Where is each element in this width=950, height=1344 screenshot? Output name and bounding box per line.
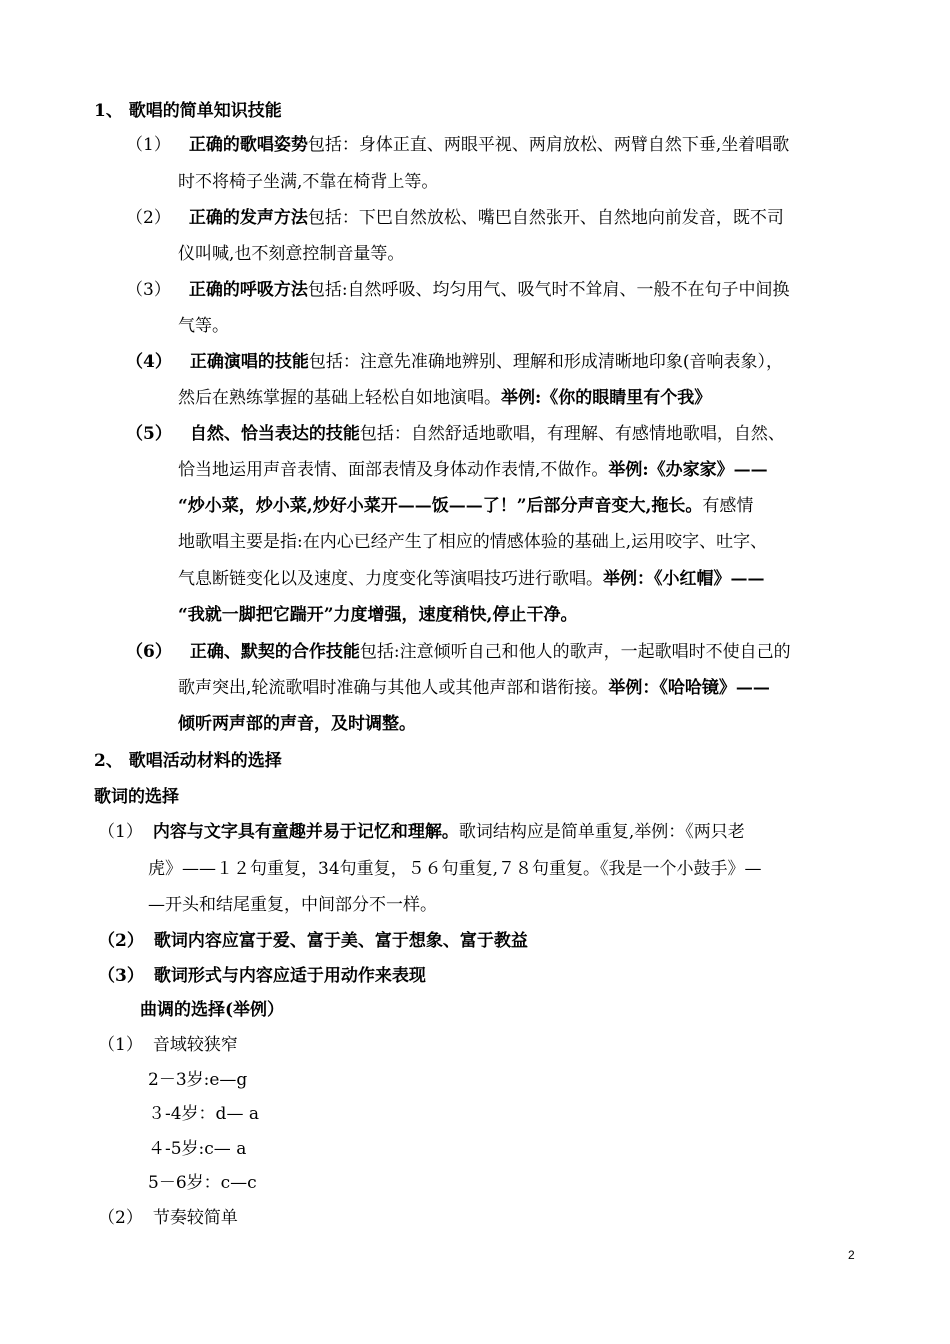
item-2-line-2: 仪叫喊,也不刻意控制音量等。 bbox=[178, 244, 405, 264]
item-number: （2） bbox=[126, 208, 171, 228]
lyrics-item-3 bbox=[98, 965, 426, 987]
item-3-line-2: 气等。 bbox=[178, 316, 229, 336]
item-number: （1） bbox=[98, 1035, 143, 1055]
item-title: 内容与文字具有童趣并易于记忆和理解。 bbox=[152, 822, 459, 842]
section-2-heading: 2、 歌唱活动材料的选择 bbox=[94, 751, 282, 771]
item-text: 节奏较简单 bbox=[152, 1208, 238, 1228]
item-4-line-2 bbox=[178, 387, 711, 409]
item-text: 包括：注意先准确地辨别、理解和形成清晰地印象(音响表象）， bbox=[308, 352, 783, 372]
example: 举例：《小红帽》—— bbox=[603, 569, 765, 589]
range-5-6: 5－6岁：c—c bbox=[148, 1173, 257, 1193]
example: 举例：《哈哈镜》—— bbox=[608, 678, 770, 698]
lyrics-item-1-line-2: 虎》——１２句重复，34句重复，５６句重复,７８句重复。《我是一个小鼓手》— bbox=[148, 859, 762, 879]
lyrics-item-2 bbox=[98, 930, 528, 952]
item-text: 有感情 bbox=[702, 496, 754, 516]
melody-item-2 bbox=[98, 1207, 238, 1229]
lyrics-item-1-line-1 bbox=[98, 821, 745, 843]
item-6-line-2 bbox=[178, 677, 770, 699]
item-number: （4） bbox=[126, 352, 172, 372]
section-1-heading: 1、 歌唱的简单知识技能 bbox=[94, 101, 282, 121]
lyrics-subheading: 歌词的选择 bbox=[94, 787, 179, 807]
item-text: 歌词内容应富于爱、富于美、富于想象、富于教益 bbox=[153, 931, 528, 951]
item-6-line-1 bbox=[126, 641, 791, 663]
item-text: 然后在熟练掌握的基础上轻松自如地演唱。 bbox=[178, 388, 501, 408]
item-number: （2） bbox=[98, 931, 144, 951]
item-text: 恰当地运用声音表情、面部表情及身体动作表情,不做作。 bbox=[178, 460, 609, 480]
example: 举例:《办家家》—— bbox=[608, 460, 768, 480]
item-5-line-5 bbox=[178, 568, 765, 590]
item-number: （2） bbox=[98, 1208, 143, 1228]
item-text: 包括：下巴自然放松、嘴巴自然张开、自然地向前发音，既不司 bbox=[307, 208, 784, 228]
item-number: （5） bbox=[126, 424, 172, 444]
item-text: 歌声突出,轮流歌唱时准确与其他人或其他声部和谐衔接。 bbox=[178, 678, 609, 698]
item-5-line-6: “我就一脚把它踹开”力度增强，速度稍快,停止干净。 bbox=[178, 605, 578, 625]
range-4-5: ４-5岁:c— a bbox=[148, 1139, 247, 1159]
item-1-line-1 bbox=[126, 134, 789, 156]
item-number: （1） bbox=[126, 135, 171, 155]
item-text: 包括:注意倾听自己和他人的歌声，一起歌唱时不使自己的 bbox=[359, 642, 791, 662]
range-2-3: 2－3岁:e—g bbox=[148, 1070, 248, 1090]
item-4-line-1 bbox=[126, 351, 783, 373]
example-text: “炒小菜，炒小菜,炒好小菜开——饭——了！”后部分声音变大,拖长。 bbox=[178, 496, 703, 516]
item-text: 包括：身体正直、两眼平视、两肩放松、两臂自然下垂,坐着唱歌 bbox=[307, 135, 790, 155]
item-number: （3） bbox=[98, 966, 144, 986]
item-title: 正确、默契的合作技能 bbox=[189, 642, 360, 662]
item-text: 音域较狭窄 bbox=[152, 1035, 238, 1055]
melody-subheading: 曲调的选择(举例） bbox=[140, 1000, 285, 1020]
item-text: 歌词形式与内容应适于用动作来表现 bbox=[153, 966, 426, 986]
item-title: 正确的发声方法 bbox=[188, 208, 308, 228]
item-1-line-2: 时不将椅子坐满,不靠在椅背上等。 bbox=[178, 172, 439, 192]
item-5-line-4: 地歌唱主要是指:在内心已经产生了相应的情感体验的基础上,运用咬字、吐字、 bbox=[178, 532, 768, 552]
example: 举例:《你的眼睛里有个我》 bbox=[501, 388, 712, 408]
item-number: （3） bbox=[126, 280, 171, 300]
item-3-line-1 bbox=[126, 279, 790, 301]
item-text: 气息断链变化以及速度、力度变化等演唱技巧进行歌唱。 bbox=[178, 569, 603, 589]
item-5-line-3 bbox=[178, 495, 753, 517]
item-number: （1） bbox=[98, 822, 143, 842]
item-text: 歌词结构应是简单重复,举例：《两只老 bbox=[458, 822, 745, 842]
item-title: 自然、恰当表达的技能 bbox=[189, 424, 360, 444]
melody-item-1 bbox=[98, 1034, 238, 1056]
item-2-line-1 bbox=[126, 207, 784, 229]
item-number: （6） bbox=[126, 642, 172, 662]
item-text: 包括:自然呼吸、均匀用气、吸气时不耸肩、一般不在句子中间换 bbox=[307, 280, 790, 300]
lyrics-item-1-line-3: —开头和结尾重复，中间部分不一样。 bbox=[148, 895, 437, 915]
item-title: 正确演唱的技能 bbox=[189, 352, 309, 372]
item-title: 正确的呼吸方法 bbox=[188, 280, 308, 300]
range-3-4: ３-4岁：d— a bbox=[148, 1104, 259, 1124]
item-5-line-1 bbox=[126, 423, 785, 445]
item-6-line-3: 倾听两声部的声音，及时调整。 bbox=[178, 714, 416, 734]
page-number: 2 bbox=[848, 1248, 855, 1262]
item-text: 包括：自然舒适地歌唱，有理解、有感情地歌唱，自然、 bbox=[359, 424, 785, 444]
item-title: 正确的歌唱姿势 bbox=[188, 135, 308, 155]
item-5-line-2 bbox=[178, 459, 768, 481]
